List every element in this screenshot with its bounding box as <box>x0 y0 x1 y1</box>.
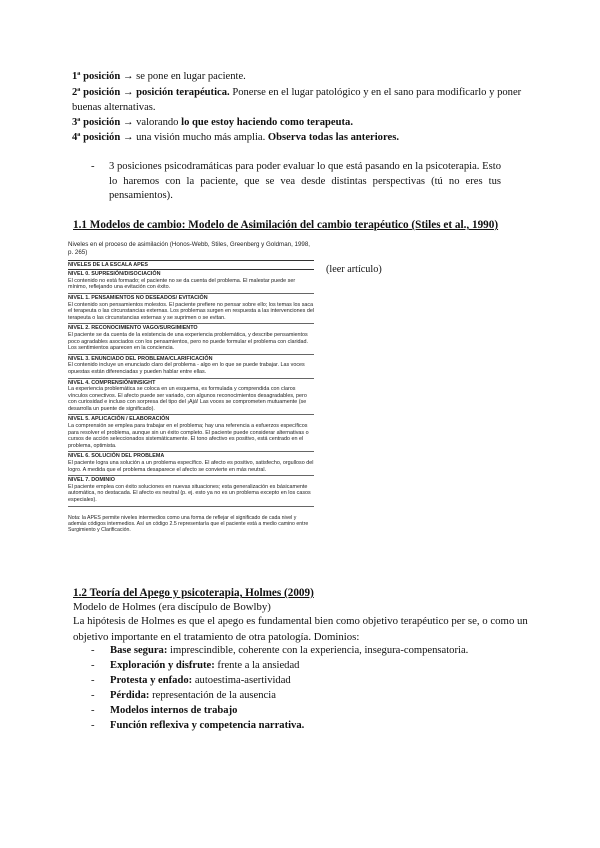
level-row <box>68 294 314 324</box>
level-row <box>68 452 314 476</box>
level-title: NIVEL 3. ENUNCIADO DEL PROBLEMA/CLARIFICACIÓN <box>68 355 213 362</box>
position-line-1 <box>72 70 542 85</box>
domain-item <box>91 719 304 733</box>
domain-dash: - <box>91 645 95 656</box>
level-row <box>68 476 314 506</box>
level-description: El contenido son pensamientos molestos. El paciente prefiere no pensar sobre ello; los temas los saca el terapeuta o las circunstancias externas. Los problemas surgen en respuesta a las intervenciones del terapeuta o las circunstancias externas y se suprimen o se evitan. <box>68 301 315 321</box>
section-1-heading: 1.1 Modelos de cambio: Modelo de Asimilación del cambio terapéutico (Stiles et al., 1990) <box>73 219 499 231</box>
holmes-model-line: Modelo de Holmes (era discípulo de Bowlby) <box>73 601 271 613</box>
position-4-bold-text: Observa todas las anteriores. <box>267 132 399 143</box>
level-row <box>68 415 314 452</box>
level-description: La comprensión se emplea para trabajar en el problema; hay una referencia a esfuerzos específicos para resolver el problema, aunque sin un éxito completo. El paciente puede considerar alternativas o cursos de acción seleccionados sistemáticamente. El tono afectivo es positivo, está centrado en el problema, optimista. <box>68 423 309 449</box>
domain-item <box>91 659 299 673</box>
level-description: El paciente logra una solución a un problema específico. El afecto es positivo, satisfecho, orgulloso del logro. A medida que el problema desaparece el afecto se convierte en más neutral. <box>68 460 314 473</box>
domain-dash: - <box>91 705 95 716</box>
level-title: NIVEL 2. RECONOCIMIENTO VAGO/SURGIMIENTO <box>68 325 198 332</box>
domain-label: Función reflexiva y competencia narrativa. <box>110 720 305 731</box>
position-1-arrow: → <box>120 71 137 82</box>
level-description: El contenido no está formado; el paciente no se da cuenta del problema. El malestar puede ser mínimo, reflejando una evitación con éxito. <box>68 277 296 291</box>
position-4-label: 4ª posición <box>72 132 121 143</box>
domain-text: imprescindible, coherente con la experiencia, insegura-compensatoria. <box>167 645 469 656</box>
position-1-label: 1ª posición <box>72 71 121 82</box>
domain-dash: - <box>91 675 95 686</box>
level-description: El paciente emplea con éxito soluciones en nuevas situaciones; esta generalización es básicamente automática, no destacada. El afecto es neutral (p. ej. esto ya no es un problema excepto en los casos especiales). <box>68 483 311 503</box>
level-title: NIVEL 4. COMPRENSIÓN/INSIGHT <box>68 379 156 386</box>
domain-dash: - <box>91 690 95 701</box>
level-title: NIVEL 0. SUPRESIÓN/DISOCIACIÓN <box>68 271 161 278</box>
domain-dash: - <box>91 720 95 731</box>
position-1-text: se pone en lugar paciente. <box>136 71 246 82</box>
domain-item <box>91 674 291 688</box>
position-3-arrow: → <box>120 117 137 128</box>
levels-table <box>68 260 314 506</box>
position-3-bold-text: lo que estoy haciendo como terapeuta. <box>181 117 353 128</box>
position-line-2 <box>72 86 542 115</box>
level-row <box>68 270 314 294</box>
level-row <box>68 355 314 379</box>
position-4-text: una visión mucho más amplia. <box>136 132 268 143</box>
position-3-text: valorando <box>136 117 182 128</box>
level-description: La experiencia problemática se coloca en un esquema, es formulada y comprendida con claros vínculos conectivos. El afecto puede ser variado, con algunos reconocimientos desagradables, pero con curiosidad e incluso con sorpresa del tipo del ¡Ajá! Las voces se comprometen mutuamente (se desarrolla un puente de significado). <box>68 386 307 412</box>
figure-note: Nota: la APES permite niveles intermedios como una forma de reflejar el significado de cada nivel y además códigos intermedios. Así un código 2.5 representaría que el paciente está a medio camino entre Surgimiento y Clarificación. <box>68 514 309 534</box>
position-2-label: 2ª posición → posición terapéutica. <box>72 87 230 98</box>
bullet-text: 3 posiciones psicodramáticas para poder evaluar lo que está pasando en la psicoterapia. Esto lo haremos con la paciente, que se vea desde distintas perspectivas (tú no eres tus pensamientos). <box>109 161 501 202</box>
position-line-4 <box>72 131 542 146</box>
domain-item <box>91 644 468 658</box>
level-title: NIVEL 7. DOMINIO <box>68 477 115 484</box>
domain-label: Protesta y enfado: <box>110 675 193 686</box>
domain-item <box>91 689 276 703</box>
position-2-text: Ponerse en el lugar patológico y en el sano para modificarlo y poner buenas alternativas. <box>72 87 522 113</box>
figure-caption: Niveles en el proceso de asimilación (Honos-Webb, Stiles, Greenberg y Goldman, 1998, p. 265) <box>68 241 311 256</box>
level-description: El paciente se da cuenta de la existencia de una experiencia problemática, y describe pensamientos poco agradables asociados con los pensamientos, pero no puede formular el problema con claridad. Los sentimientos aparecen en la conciencia. <box>68 331 309 352</box>
level-title: NIVEL 6. SOLUCIÓN DEL PROBLEMA <box>68 453 165 460</box>
position-4-arrow: → <box>120 132 137 143</box>
level-title: NIVEL 5. APLICACIÓN / ELABORACIÓN <box>68 416 170 423</box>
holmes-hypothesis: La hipótesis de Holmes es que el apego es fundamental bien como objetivo terapéutico per se, o como un objetivo importante en el tratamiento de otra patología. Dominios: <box>73 615 528 643</box>
domain-label: Base segura: <box>110 645 168 656</box>
bullet-dash: - <box>91 161 95 172</box>
domain-dash: - <box>91 660 95 671</box>
assimilation-levels-figure <box>68 241 314 567</box>
psychodrama-bullet <box>91 160 501 204</box>
domain-label: Exploración y disfrute: <box>110 660 215 671</box>
level-title: NIVEL 1. PENSAMIENTOS NO DESEADOS/ EVITACIÓN <box>68 294 208 301</box>
domain-label: Modelos internos de trabajo <box>110 705 238 716</box>
level-row <box>68 324 314 354</box>
levels-table-header: NIVELES DE LA ESCALA APES <box>68 261 314 270</box>
position-3-label: 3ª posición <box>72 117 121 128</box>
read-article-note: (leer artículo) <box>326 264 382 275</box>
domain-item <box>91 704 237 718</box>
domain-text: frente a la ansiedad <box>214 660 300 671</box>
level-description: El contenido incluye un enunciado claro del problema - algo en lo que se puede trabajar. Las voces opuestas están diferenciadas y pueden hablar entre ellas. <box>68 362 305 375</box>
domain-label: Pérdida: <box>110 690 150 701</box>
domain-text: autoestima-asertividad <box>192 675 291 686</box>
position-line-3 <box>72 116 542 131</box>
domain-text: representación de la ausencia <box>149 690 276 701</box>
section-2-heading: 1.2 Teoría del Apego y psicoterapia, Holmes (2009) <box>73 587 314 599</box>
level-row <box>68 379 314 416</box>
